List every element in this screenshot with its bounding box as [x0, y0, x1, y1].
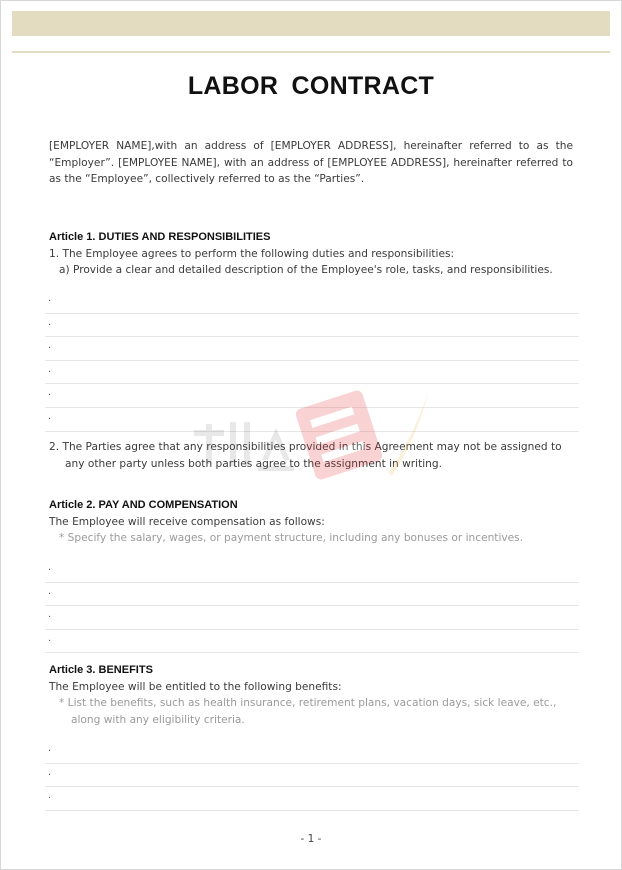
- bullet-line: .: [45, 606, 579, 630]
- article-1-item-2-line-1: 2. The Parties agree that any responsibilities provided in this Agreement may not be assigned to: [49, 441, 562, 453]
- article-3-section: [49, 662, 573, 728]
- article-2-section: [49, 497, 573, 547]
- header-band: [12, 11, 610, 36]
- header-divider: [12, 51, 610, 53]
- article-3-text: The Employee will be entitled to the following benefits:: [49, 680, 342, 693]
- article-2-text: The Employee will receive compensation as follows:: [49, 515, 325, 528]
- bullet-line: .: [45, 740, 579, 764]
- bullet-line: .: [45, 290, 579, 314]
- article-2-hint: * Specify the salary, wages, or payment structure, including any bonuses or incentives.: [59, 532, 524, 544]
- bullet-line: .: [45, 583, 579, 607]
- article-2-heading: Article 2. PAY AND COMPENSATION: [49, 499, 238, 511]
- article-1-bullet-list: [45, 290, 579, 432]
- bullet-line: .: [45, 314, 579, 338]
- article-2-bullet-list: [45, 559, 579, 653]
- bullet-line: .: [45, 787, 579, 811]
- article-1-item-1a: a) Provide a clear and detailed description of the Employee's role, tasks, and responsibilities.: [59, 264, 553, 276]
- bullet-line: .: [45, 764, 579, 788]
- bullet-line: .: [45, 408, 579, 432]
- article-1-item-2: [49, 439, 573, 472]
- bullet-line: .: [45, 337, 579, 361]
- article-1-item-2-line-2: any other party unless both parties agree to the assignment in writing.: [65, 457, 442, 470]
- article-3-bullet-list: [45, 740, 579, 811]
- article-1-section: [49, 229, 573, 279]
- bullet-line: .: [45, 384, 579, 408]
- article-1-heading: Article 1. DUTIES AND RESPONSIBILITIES: [49, 231, 271, 243]
- article-1-item-1: 1. The Employee agrees to perform the following duties and responsibilities:: [49, 247, 455, 260]
- article-3-heading: Article 3. BENEFITS: [49, 664, 153, 676]
- page-number: - 1 -: [300, 833, 322, 845]
- article-3-hint-line-1: * List the benefits, such as health insurance, retirement plans, vacation days, sick leave, etc.,: [59, 697, 557, 709]
- article-3-hint-line-2: along with any eligibility criteria.: [71, 713, 245, 726]
- document-title: LABOR CONTRACT: [187, 72, 435, 100]
- intro-paragraph: [EMPLOYER NAME],with an address of [EMPLOYER ADDRESS], hereinafter referred to as the “Employer”. [EMPLOYEE NAME], with an address of [EMPLOYEE ADDRESS], hereinafter referred to as the “Employee”, collectively referred to as the “Parties”.: [49, 140, 573, 185]
- bullet-line: .: [45, 559, 579, 583]
- bullet-line: .: [45, 630, 579, 654]
- bullet-line: .: [45, 361, 579, 385]
